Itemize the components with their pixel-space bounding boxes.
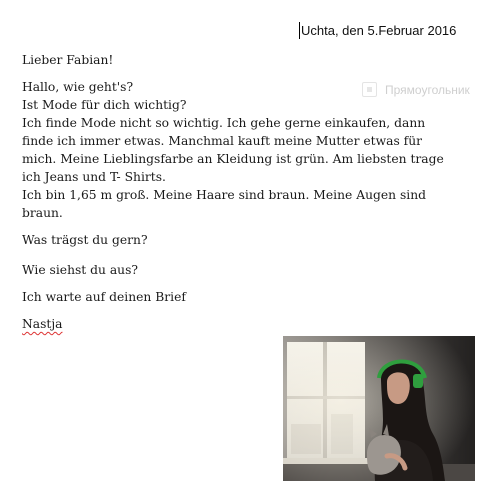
photo-girl-with-cat[interactable] xyxy=(283,336,475,481)
letter-body[interactable] xyxy=(22,51,452,333)
date-line[interactable]: Uchta, den 5.Februar 2016 xyxy=(301,23,457,38)
text-cursor xyxy=(299,22,300,39)
salutation: Lieber Fabian! xyxy=(22,53,114,67)
signature xyxy=(22,315,452,333)
letter-paragraph: Hallo, wie geht's? Ist Mode für dich wichtig? Ich finde Mode nicht so wichtig. Ich gehe gerne einkaufen, dann finde ich immer etwas. Manchmal kauft meine Mutter etwas für mich. Meine Lieblingsfarbe an Kleidung ist grün. Am liebsten trage ich Jeans und T- Shirts. Ich bin 1,65 m groß. Meine Haare sind braun. Meine Augen sind braun. xyxy=(22,80,444,220)
signature-name: Nastja xyxy=(22,317,63,331)
closing-line: Ich warte auf deinen Brief xyxy=(22,290,186,304)
question-how-look: Wie siehst du aus? xyxy=(22,263,138,277)
question-what-wear: Was trägst du gern? xyxy=(22,233,148,247)
faded-shape-label: Прямоугольник xyxy=(385,82,470,97)
photo-illustration xyxy=(283,336,475,481)
